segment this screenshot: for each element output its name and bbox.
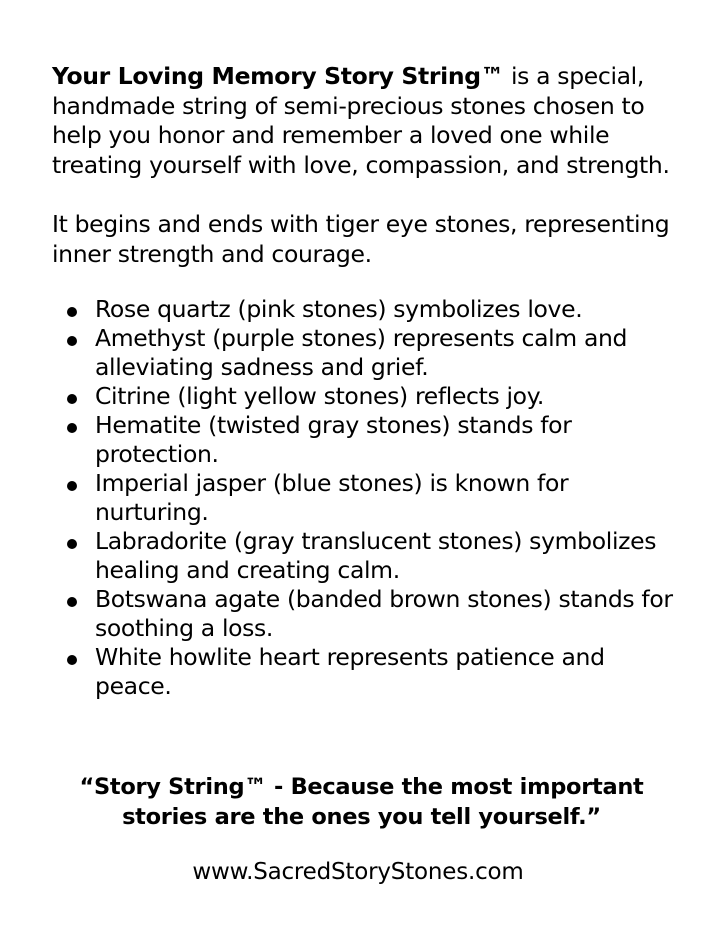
bullet-icon: [67, 539, 77, 549]
stone-list: [52, 295, 682, 701]
stone-text: Citrine (light yellow stones) reflects joy.: [95, 382, 545, 410]
quote-line-1: “Story String™ - Because the most important: [79, 774, 644, 800]
stone-text: Imperial jasper (blue stones) is known for nurturing.: [95, 469, 569, 526]
list-item: [52, 469, 682, 527]
quote-line-2: stories are the ones you tell yourself.”: [122, 804, 601, 830]
list-item: [52, 411, 682, 469]
stone-text: Hematite (twisted gray stones) stands for protection.: [95, 411, 572, 468]
intro-paragraph: [52, 62, 682, 180]
stone-text: Rose quartz (pink stones) symbolizes love.: [95, 295, 583, 323]
stone-text: Labradorite (gray translucent stones) symbolizes healing and creating calm.: [95, 527, 657, 584]
stone-text: Amethyst (purple stones) represents calm and alleviating sadness and grief.: [95, 324, 628, 381]
bullet-icon: [67, 336, 77, 346]
list-item: [52, 527, 682, 585]
list-item: [52, 643, 682, 701]
list-item: [52, 585, 682, 643]
website-url: www.SacredStoryStones.com: [192, 859, 524, 885]
bullet-icon: [67, 307, 77, 317]
bullet-icon: [67, 394, 77, 404]
tagline-quote: [0, 772, 723, 832]
product-name: Your Loving Memory Story String™: [52, 62, 504, 90]
tiger-eye-paragraph: It begins and ends with tiger eye stones, representing inner strength and courage.: [52, 210, 670, 268]
list-item: [52, 324, 682, 382]
bullet-icon: [67, 423, 77, 433]
stone-text: White howlite heart represents patience and peace.: [95, 643, 605, 700]
list-item: [52, 295, 682, 324]
intro-text: is a special, handmade string of semi-precious stones chosen to help you honor and remember a loved one while treating yourself with love, compassion, and strength.: [52, 62, 670, 179]
document-body: [52, 62, 682, 701]
stone-text: Botswana agate (banded brown stones) stands for soothing a loss.: [95, 585, 673, 642]
list-item: [52, 382, 682, 411]
bullet-icon: [67, 481, 77, 491]
bullet-icon: [67, 597, 77, 607]
bullet-icon: [67, 655, 77, 665]
